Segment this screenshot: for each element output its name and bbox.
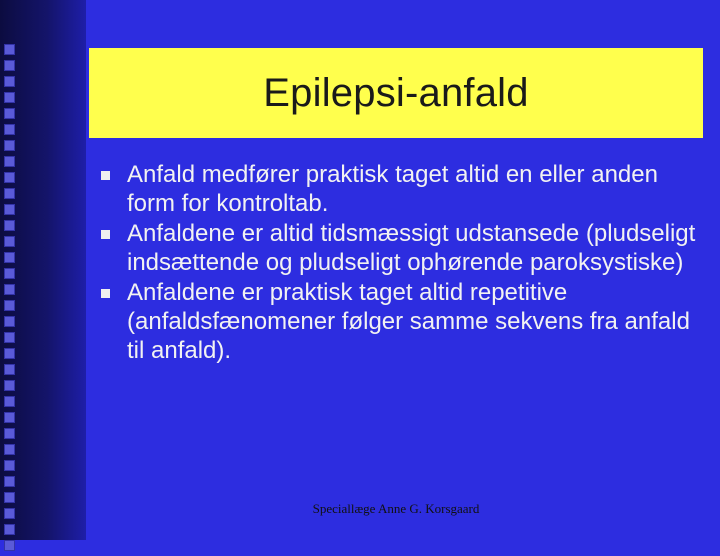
left-decorative-strip <box>0 0 86 540</box>
decorative-square <box>4 524 15 535</box>
bullet-text: Anfaldene er praktisk taget altid repetitive (anfaldsfænomener følger samme sekvens fra anfald til anfald). <box>127 279 690 364</box>
decorative-square <box>4 268 15 279</box>
square-bullet-icon <box>101 289 110 298</box>
decorative-square <box>4 124 15 135</box>
bullet-item <box>92 278 712 365</box>
square-bullet-icon <box>101 230 110 239</box>
decorative-square <box>4 332 15 343</box>
footer-author: Speciallæge Anne G. Korsgaard <box>312 501 480 516</box>
slide-title: Epilepsi-anfald <box>263 70 529 115</box>
bullet-list <box>92 160 712 366</box>
decorative-square <box>4 204 15 215</box>
decorative-square <box>4 92 15 103</box>
decorative-square <box>4 236 15 247</box>
decorative-square <box>4 60 15 71</box>
title-box <box>89 48 703 138</box>
decorative-squares <box>4 44 20 556</box>
decorative-square <box>4 348 15 359</box>
decorative-square <box>4 172 15 183</box>
decorative-square <box>4 108 15 119</box>
decorative-square <box>4 540 15 551</box>
decorative-square <box>4 380 15 391</box>
decorative-square <box>4 460 15 471</box>
bullet-text: Anfaldene er altid tidsmæssigt udstansede (pludseligt indsættende og pludseligt ophørende paroksystiske) <box>127 220 696 276</box>
decorative-square <box>4 140 15 151</box>
decorative-square <box>4 44 15 55</box>
decorative-square <box>4 412 15 423</box>
decorative-square <box>4 156 15 167</box>
decorative-square <box>4 396 15 407</box>
decorative-square <box>4 252 15 263</box>
decorative-square <box>4 428 15 439</box>
decorative-square <box>4 316 15 327</box>
decorative-square <box>4 284 15 295</box>
decorative-square <box>4 76 15 87</box>
bullet-text: Anfald medfører praktisk taget altid en eller anden form for kontroltab. <box>127 161 658 217</box>
bullet-item <box>92 219 712 277</box>
decorative-square <box>4 364 15 375</box>
decorative-square <box>4 220 15 231</box>
decorative-square <box>4 300 15 311</box>
decorative-square <box>4 476 15 487</box>
decorative-square <box>4 188 15 199</box>
decorative-square <box>4 444 15 455</box>
bullet-item <box>92 160 712 218</box>
square-bullet-icon <box>101 171 110 180</box>
